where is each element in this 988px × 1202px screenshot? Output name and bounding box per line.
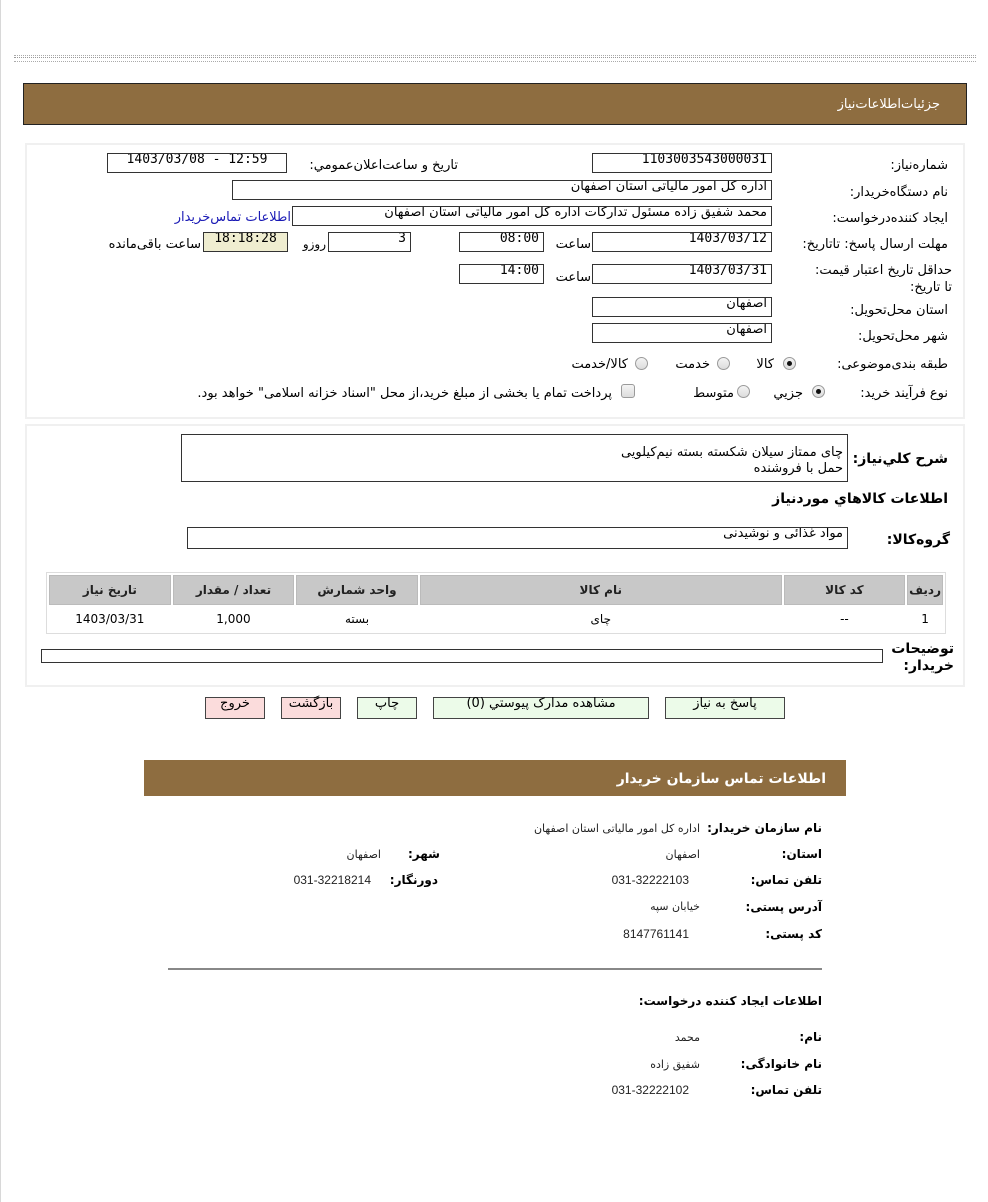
cell-unit: بسته: [344, 612, 370, 626]
contact-postal-label: کد پستی:: [765, 927, 822, 941]
page-left-border: [0, 0, 1, 1202]
requester-label: ایجاد کننده‌درخواست:: [832, 211, 948, 226]
creator-title: اطلاعات ایجاد کننده درخواست:: [638, 994, 822, 1008]
contact-city-label: شهر:: [408, 847, 440, 861]
exit-button[interactable]: خروج: [205, 697, 265, 719]
category-service-label: خدمت: [675, 357, 710, 372]
contact-province-value: اصفهان: [665, 848, 700, 861]
contact-province-label: استان:: [781, 847, 822, 861]
response-date-field[interactable]: 1403/03/12: [592, 232, 772, 252]
purchase-medium-radio[interactable]: [737, 385, 750, 398]
price-validity-label: حداقل تاریخ اعتبار قیمت: تا تاریخ:: [814, 263, 952, 295]
price-validity-time-field[interactable]: 14:00: [459, 264, 544, 284]
contact-org-value: اداره کل امور مالیاتی استان اصفهان: [533, 822, 700, 835]
top-separator: [14, 55, 976, 62]
response-time-label: ساعت: [555, 237, 591, 252]
price-validity-time-label: ساعت: [555, 270, 591, 285]
print-button[interactable]: چاپ: [357, 697, 417, 719]
creator-phone-label: تلفن تماس:: [750, 1083, 822, 1097]
response-time-field[interactable]: 08:00: [459, 232, 544, 252]
contact-title: اطلاعات تماس سازمان خریدار: [616, 771, 826, 787]
cell-date: 1403/03/31: [75, 612, 145, 626]
goods-group-field[interactable]: مواد غذائی و نوشیدنی: [187, 527, 848, 549]
category-service-radio[interactable]: [717, 357, 730, 370]
purchase-minor-radio[interactable]: [812, 385, 825, 398]
creator-phone-value: 031-32222102: [611, 1083, 689, 1097]
contact-header: [144, 760, 846, 796]
delivery-province-field[interactable]: اصفهان: [592, 297, 772, 317]
buyer-notes-label: توضیحات خریدار:: [891, 641, 954, 674]
contact-fax-value: 031-32218214: [293, 873, 371, 887]
delivery-city-label: شهر محل‌تحویل:: [858, 329, 948, 344]
contact-org-label: نام سازمان خریدار:: [707, 821, 822, 835]
page-title: جزئیات‌اطلاعات‌نیاز: [837, 97, 940, 112]
creator-last-name-value: شفیق زاده: [650, 1058, 700, 1071]
creator-last-name-label: نام خانوادگی:: [740, 1057, 822, 1071]
requester-field[interactable]: محمد شفیق زاده مسئول تدارکات اداره کل امور مالیاتی استان اصفهان: [292, 206, 772, 226]
buyer-notes-field[interactable]: [41, 649, 883, 663]
contact-phone-label: تلفن تماس:: [750, 873, 822, 887]
purchase-type-label: نوع فرآیند خرید:: [860, 386, 948, 401]
announce-datetime-label: تاريخ و ساعت‌اعلان‌عمومي:: [309, 158, 458, 173]
days-field[interactable]: 3: [328, 232, 411, 252]
announce-datetime-field[interactable]: 1403/03/08 - 12:59: [107, 153, 287, 173]
buyer-contact-link[interactable]: اطلاعات تماس‌خریدار: [174, 210, 291, 225]
goods-table-header: [49, 575, 943, 605]
treasury-bonds-label: پرداخت تمام یا بخشی از مبلغ خرید،از محل "اسناد خزانه اسلامی" خواهد بود.: [197, 386, 612, 401]
contact-address-label: آدرس پستی:: [745, 900, 822, 914]
remaining-time-label: ساعت باقی‌مانده: [108, 237, 201, 252]
page-header: [23, 83, 967, 125]
respond-button[interactable]: پاسخ به نیاز: [665, 697, 785, 719]
category-goods-service-radio[interactable]: [635, 357, 648, 370]
response-deadline-label: مهلت ارسال پاسخ: تاتاریخ:: [802, 237, 948, 252]
purchase-minor-label: جزيي: [773, 386, 803, 401]
cell-row: 1: [921, 612, 929, 626]
goods-group-label: گروه‌کالا:: [886, 532, 950, 548]
contact-fax-label: دورنگار:: [389, 873, 438, 887]
description-label: شرح کلي‌نياز:: [852, 451, 948, 467]
need-number-field[interactable]: 1103003543000031: [592, 153, 772, 173]
category-goods-label: کالا: [756, 357, 774, 372]
description-field[interactable]: [181, 434, 848, 482]
back-button[interactable]: بازگشت: [281, 697, 341, 719]
buyer-org-field[interactable]: اداره کل امور مالیاتی استان اصفهان: [232, 180, 772, 200]
buyer-org-label: نام دستگاه‌خریدار:: [849, 185, 948, 200]
creator-first-name-label: نام:: [799, 1030, 822, 1044]
creator-first-name-value: محمد: [674, 1031, 700, 1044]
cell-qty: 1,000: [216, 612, 251, 626]
attachments-button[interactable]: مشاهده مدارک پیوستي (0): [433, 697, 649, 719]
remaining-time-field: 18:18:28: [203, 232, 288, 252]
description-line-1: چای ممتاز سیلان شکسته بسته نیم‌کیلویی: [620, 445, 843, 460]
cell-code: --: [840, 612, 849, 626]
category-label: طبقه بندی‌موضوعی:: [837, 357, 948, 372]
days-label: روزو: [302, 237, 326, 251]
col-unit: واحد شمارش: [296, 575, 418, 605]
table-row: [49, 607, 943, 631]
price-validity-date-field[interactable]: 1403/03/31: [592, 264, 772, 284]
cell-name: چای: [590, 612, 611, 626]
contact-postal-value: 8147761141: [623, 927, 689, 941]
delivery-city-field[interactable]: اصفهان: [592, 323, 772, 343]
goods-section-title: اطلاعات کالاهاي موردنياز: [772, 491, 948, 507]
contact-phone-value: 031-32222103: [611, 873, 689, 887]
contact-city-value: اصفهان: [346, 848, 381, 861]
description-line-2: حمل با فروشنده: [753, 461, 843, 476]
goods-table: [46, 572, 946, 634]
category-goods-service-label: کالا/خدمت: [571, 357, 628, 372]
col-row: رديف: [907, 575, 943, 605]
need-number-label: شماره‌نیاز:: [890, 158, 948, 173]
category-goods-radio[interactable]: [783, 357, 796, 370]
col-code: کد کالا: [784, 575, 905, 605]
col-qty: تعداد / مقدار: [173, 575, 294, 605]
col-name: نام کالا: [420, 575, 782, 605]
treasury-bonds-checkbox[interactable]: [621, 384, 635, 398]
delivery-province-label: استان محل‌تحویل:: [850, 303, 948, 318]
purchase-medium-label: متوسط: [693, 386, 734, 401]
section-divider: [168, 968, 822, 970]
col-date: تاریخ نیاز: [49, 575, 171, 605]
contact-address-value: خیابان سپه: [650, 900, 700, 913]
